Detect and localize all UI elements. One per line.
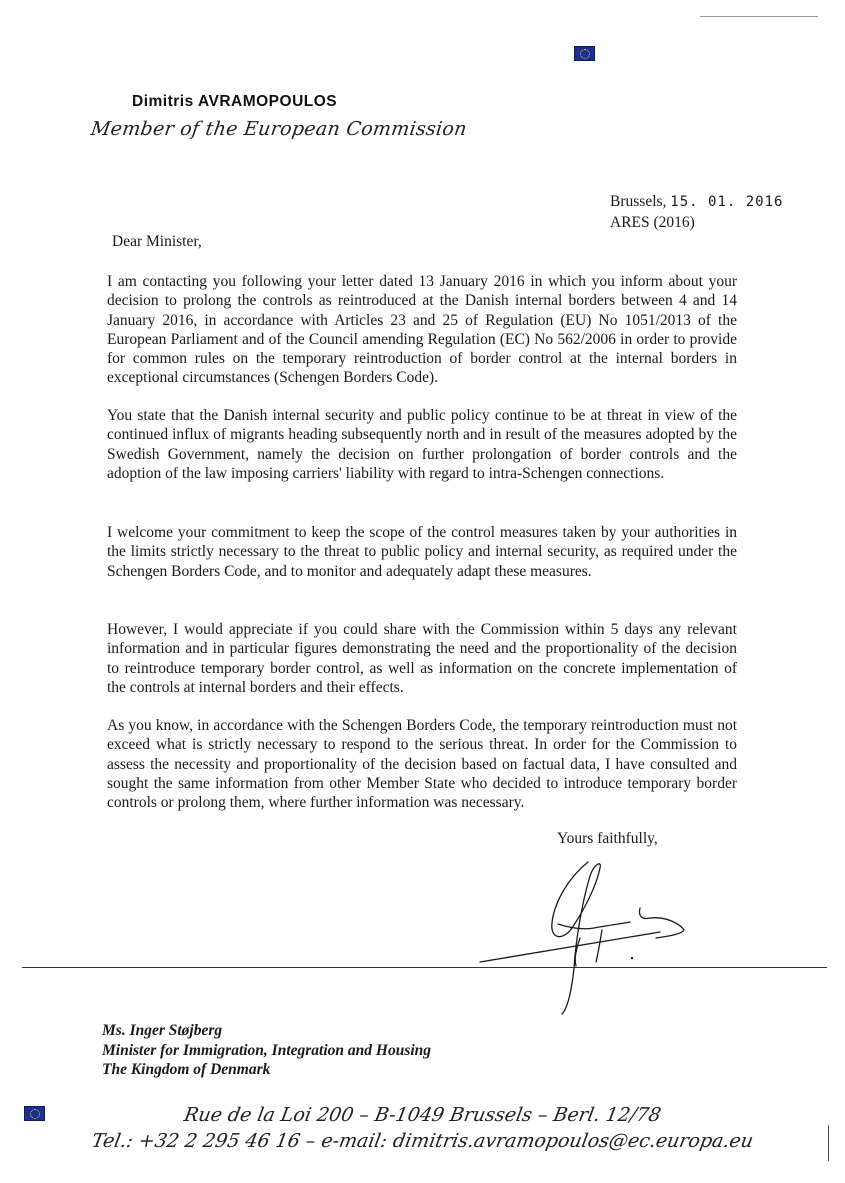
reference-number: ARES (2016): [610, 214, 695, 231]
margin-mark: [828, 1125, 829, 1161]
closing: Yours faithfully,: [557, 830, 658, 847]
paragraph-4: However, I would appreciate if you could share with the Commission within 5 days any relevant information and in particular figures demonstrating the need and the proportionality of the decision to reintroduce temporary border control, as well as information on the concrete implementation of the controls at internal borders and their effects.: [107, 621, 737, 696]
paragraph-1: I am contacting you following your letter dated 13 January 2016 in which you inform about your decision to prolong the controls as reintroduced at the Danish internal borders between 4 and 14 January 2016, in accordance with Articles 23 and 25 of Regulation (EU) No 1051/2013 of the European Parliament and of the Council amending Regulation (EC) No 562/2006 in order to provide for common rules on the temporary reintroduction of border control at the internal borders in exceptional circumstances (Schengen Borders Code).: [107, 273, 737, 387]
place: Brussels,: [610, 193, 667, 210]
date-stamp: 15. 01. 2016: [670, 194, 784, 210]
recipient-name: Ms. Inger Støjberg: [102, 1022, 223, 1039]
recipient-role: Minister for Immigration, Integration and Housing: [102, 1041, 432, 1059]
paragraph-2: You state that the Danish internal security and public policy continue to be at threat in view of the continued influx of migrants heading subsequently north and in result of the measures adopted by the Swedish Government, namely the decision on further prolongation of border controls and the adoption of the law imposing carriers' liability with regard to intra-Schengen connections.: [107, 407, 737, 482]
signature-image: [470, 858, 690, 1018]
recipient-country: The Kingdom of Denmark: [102, 1061, 271, 1078]
footer-address: Rue de la Loi 200 – B-1049 Brussels – Berl. 12/78: [182, 1104, 663, 1126]
paragraph-5: As you know, in accordance with the Schengen Borders Code, the temporary reintroduction must not exceed what is strictly necessary to respond to the serious threat. In order for the Commission to assess the necessity and proportionality of the decision based on factual data, I have consulted and sought the same information from other Member State who decided to introduce temporary border controls or prolong them, where further information was necessary.: [107, 717, 737, 812]
sender-title: Member of the European Commission: [89, 118, 469, 140]
eu-flag-icon: [574, 46, 595, 61]
top-rule: [700, 16, 818, 17]
divider-line: [22, 967, 827, 968]
footer-contact: Tel.: +32 2 295 46 16 – e-mail: dimitris.avramopoulos@ec.europa.eu: [90, 1130, 755, 1152]
recipient-block: [102, 1021, 431, 1080]
paragraph-3: I welcome your commitment to keep the scope of the control measures taken by your authorities in the limits strictly necessary to the threat to public policy and internal security, as required under the Schengen Borders Code, and to monitor and adequately adapt these measures.: [107, 524, 737, 580]
sender-name: Dimitris AVRAMOPOULOS: [132, 93, 338, 110]
date-line: [610, 193, 783, 211]
salutation: Dear Minister,: [112, 233, 202, 250]
